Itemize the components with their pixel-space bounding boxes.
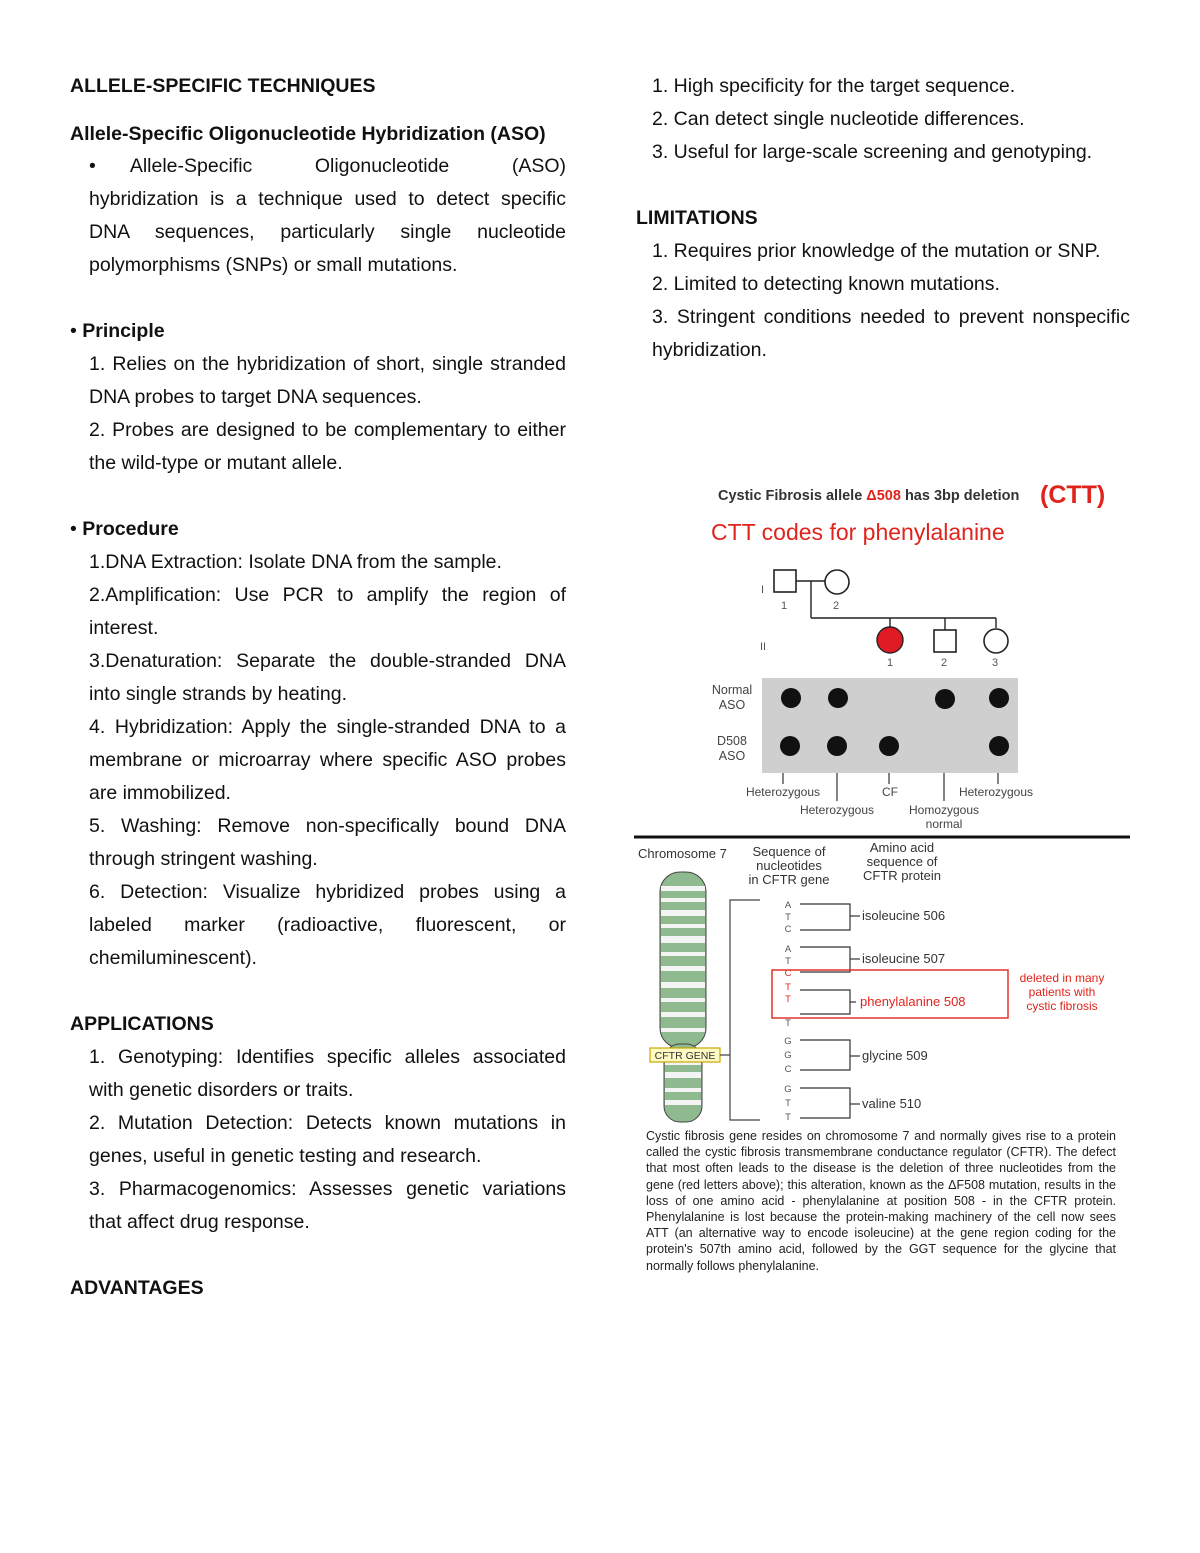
- svg-text:T: T: [785, 994, 791, 1005]
- svg-text:G: G: [784, 1084, 792, 1095]
- list-item: 3.Denaturation: Separate the double-stranded DNA into single strands by heating.: [89, 650, 566, 705]
- pedigree-number: 3: [992, 657, 999, 669]
- amino-acid-heading: Amino acid sequence of CFTR protein: [862, 840, 942, 883]
- intro-paragraph: • Allele-Specific Oligonucleotide (ASO) hybridization is a technique used to detect specific DNA sequences, particularly single nucleotide polymorphisms (SNPs) or small mutations.: [89, 155, 566, 276]
- genotype-label: Heterozygous: [799, 803, 875, 817]
- pedigree-affected-ii1: [877, 627, 903, 653]
- principle-heading: • Principle: [70, 320, 165, 342]
- cftr-gene-label: CFTR GENE: [654, 1050, 716, 1062]
- list-item: 2. Can detect single nucleotide differences.: [652, 108, 1025, 130]
- aso-membrane: [762, 678, 1018, 773]
- svg-text:T: T: [785, 1098, 791, 1109]
- genotype-label: CF: [882, 785, 898, 799]
- genotype-label: Heterozygous: [958, 785, 1034, 799]
- aso-dot: [781, 688, 801, 708]
- list-item: 3. Useful for large-scale screening and genotyping.: [652, 141, 1093, 163]
- limitations-list: [636, 235, 1130, 367]
- aso-dot: [989, 688, 1009, 708]
- list-item: 1. Genotyping: Identifies specific alleles associated with genetic disorders or traits.: [89, 1046, 566, 1101]
- generation-i-label: I: [761, 584, 765, 596]
- applications-list: [70, 1041, 566, 1239]
- pedigree-male-ii2: [934, 630, 956, 652]
- list-item: 2.Amplification: Use PCR to amplify the region of interest.: [89, 584, 566, 639]
- figure-heading: Cystic Fibrosis allele Δ508 has 3bp deletion: [718, 488, 1020, 504]
- bullet-icon: •: [70, 320, 77, 342]
- ctt-label: (CTT): [1040, 481, 1106, 509]
- svg-text:A: A: [784, 900, 792, 911]
- svg-text:G: G: [784, 1050, 792, 1061]
- bullet-icon: •: [89, 155, 96, 177]
- right-column: [636, 70, 1130, 367]
- chromosome-heading: Chromosome 7: [638, 846, 727, 861]
- aso-pedigree-figure: [680, 470, 1130, 832]
- amino-acid-label: phenylalanine 508: [860, 994, 966, 1009]
- cftr-gene-figure: [634, 832, 1134, 1124]
- svg-text:A: A: [784, 944, 792, 955]
- figure-caption: Cystic fibrosis gene resides on chromosome 7 and normally gives rise to a protein called the cystic fibrosis transmembrane conductance regulator (CFTR). The defect that most often leads to the disease is the deletion of three nucleotides from the gene (red letters above); this alteration, known as the ΔF508 mutation, results in the loss of one amino acid - phenylalanine at position 508 - in the CFTR protein. Phenylalanine is lost because the protein-making machinery of the cell now sees ATT (an alternative way to encode isoleucine) at the gene region coding for the protein's 507th amino acid, followed by the GGT sequence for the glycine that normally follows phenylalanine.: [646, 1129, 1116, 1273]
- aso-dot: [828, 688, 848, 708]
- aso-dot: [879, 736, 899, 756]
- svg-text:T: T: [785, 912, 791, 923]
- list-item: 1. Relies on the hybridization of short, single stranded DNA probes to target DNA sequences.: [89, 353, 566, 408]
- list-item: 2. Probes are designed to be complementary to either the wild-type or mutant allele.: [89, 419, 566, 474]
- pedigree-number: 1: [887, 657, 894, 669]
- list-item: 1.DNA Extraction: Isolate DNA from the sample.: [89, 551, 502, 573]
- chromosome-7: [660, 872, 706, 1122]
- list-item: 1. Requires prior knowledge of the mutation or SNP.: [652, 240, 1101, 262]
- pedigree-number: 1: [781, 600, 788, 612]
- pedigree-number: 2: [941, 657, 948, 669]
- limitations-heading: LIMITATIONS: [636, 207, 758, 229]
- bullet-icon: •: [70, 518, 77, 540]
- aso-dot: [827, 736, 847, 756]
- aso-dot: [935, 689, 955, 709]
- pedigree-number: 2: [833, 600, 840, 612]
- section-heading-aso: Allele-Specific Oligonucleotide Hybridization (ASO): [70, 123, 546, 145]
- principle-list: [70, 348, 566, 480]
- pedigree-male-i1: [774, 570, 796, 592]
- svg-text:T: T: [785, 1018, 791, 1029]
- aso-dot: [989, 736, 1009, 756]
- codon-brackets: [800, 904, 860, 1118]
- figure-subheading: CTT codes for phenylalanine: [711, 519, 1005, 545]
- list-item: 5. Washing: Remove non-specifically bound DNA through stringent washing.: [89, 815, 566, 870]
- list-item: 2. Limited to detecting known mutations.: [652, 273, 1000, 295]
- svg-text:C: C: [784, 924, 792, 935]
- d508-aso-label: D508 ASO: [717, 734, 747, 763]
- procedure-heading: • Procedure: [70, 518, 179, 540]
- svg-text:T: T: [785, 956, 791, 967]
- advantages-list: [636, 70, 1130, 169]
- amino-acid-label: isoleucine 506: [862, 908, 946, 923]
- applications-heading: APPLICATIONS: [70, 1013, 214, 1035]
- list-item: 2. Mutation Detection: Detects known mutations in genes, useful in genetic testing and research.: [89, 1112, 566, 1167]
- list-item: 4. Hybridization: Apply the single-stranded DNA to a membrane or microarray where specific ASO probes are immobilized.: [89, 716, 566, 804]
- deletion-note: deleted in many patients with cystic fibrosis: [1019, 971, 1105, 1013]
- advantages-heading: ADVANTAGES: [70, 1277, 204, 1299]
- svg-text:C: C: [784, 1064, 792, 1075]
- pedigree-female-i2: [825, 570, 849, 594]
- genotype-label: Homozygous normal: [908, 803, 980, 831]
- normal-aso-label: Normal ASO: [711, 683, 753, 712]
- page-title: ALLELE-SPECIFIC TECHNIQUES: [70, 75, 376, 97]
- svg-text:C: C: [784, 968, 792, 979]
- amino-acid-label: isoleucine 507: [862, 951, 946, 966]
- generation-ii-label: II: [760, 641, 767, 653]
- codon-sequence: [784, 900, 792, 1123]
- procedure-list: [70, 546, 566, 975]
- svg-text:T: T: [785, 1112, 791, 1123]
- amino-acid-label: glycine 509: [862, 1048, 928, 1063]
- sequence-heading: Sequence of nucleotides in CFTR gene: [748, 844, 830, 887]
- pedigree-female-ii3: [984, 629, 1008, 653]
- list-item: 3. Stringent conditions needed to prevent nonspecific hybridization.: [652, 306, 1130, 361]
- list-item: 1. High specificity for the target sequence.: [652, 75, 1016, 97]
- genotype-label: Heterozygous: [745, 785, 821, 799]
- gene-bracket: [720, 900, 760, 1120]
- amino-acid-label: valine 510: [862, 1096, 922, 1111]
- svg-text:T: T: [785, 982, 791, 993]
- left-column: [70, 70, 566, 1305]
- list-item: 3. Pharmacogenomics: Assesses genetic variations that affect drug response.: [89, 1178, 566, 1233]
- list-item: 6. Detection: Visualize hybridized probes using a labeled marker (radioactive, fluorescent, or chemiluminescent).: [89, 881, 566, 969]
- aso-dot: [780, 736, 800, 756]
- svg-text:G: G: [784, 1036, 792, 1047]
